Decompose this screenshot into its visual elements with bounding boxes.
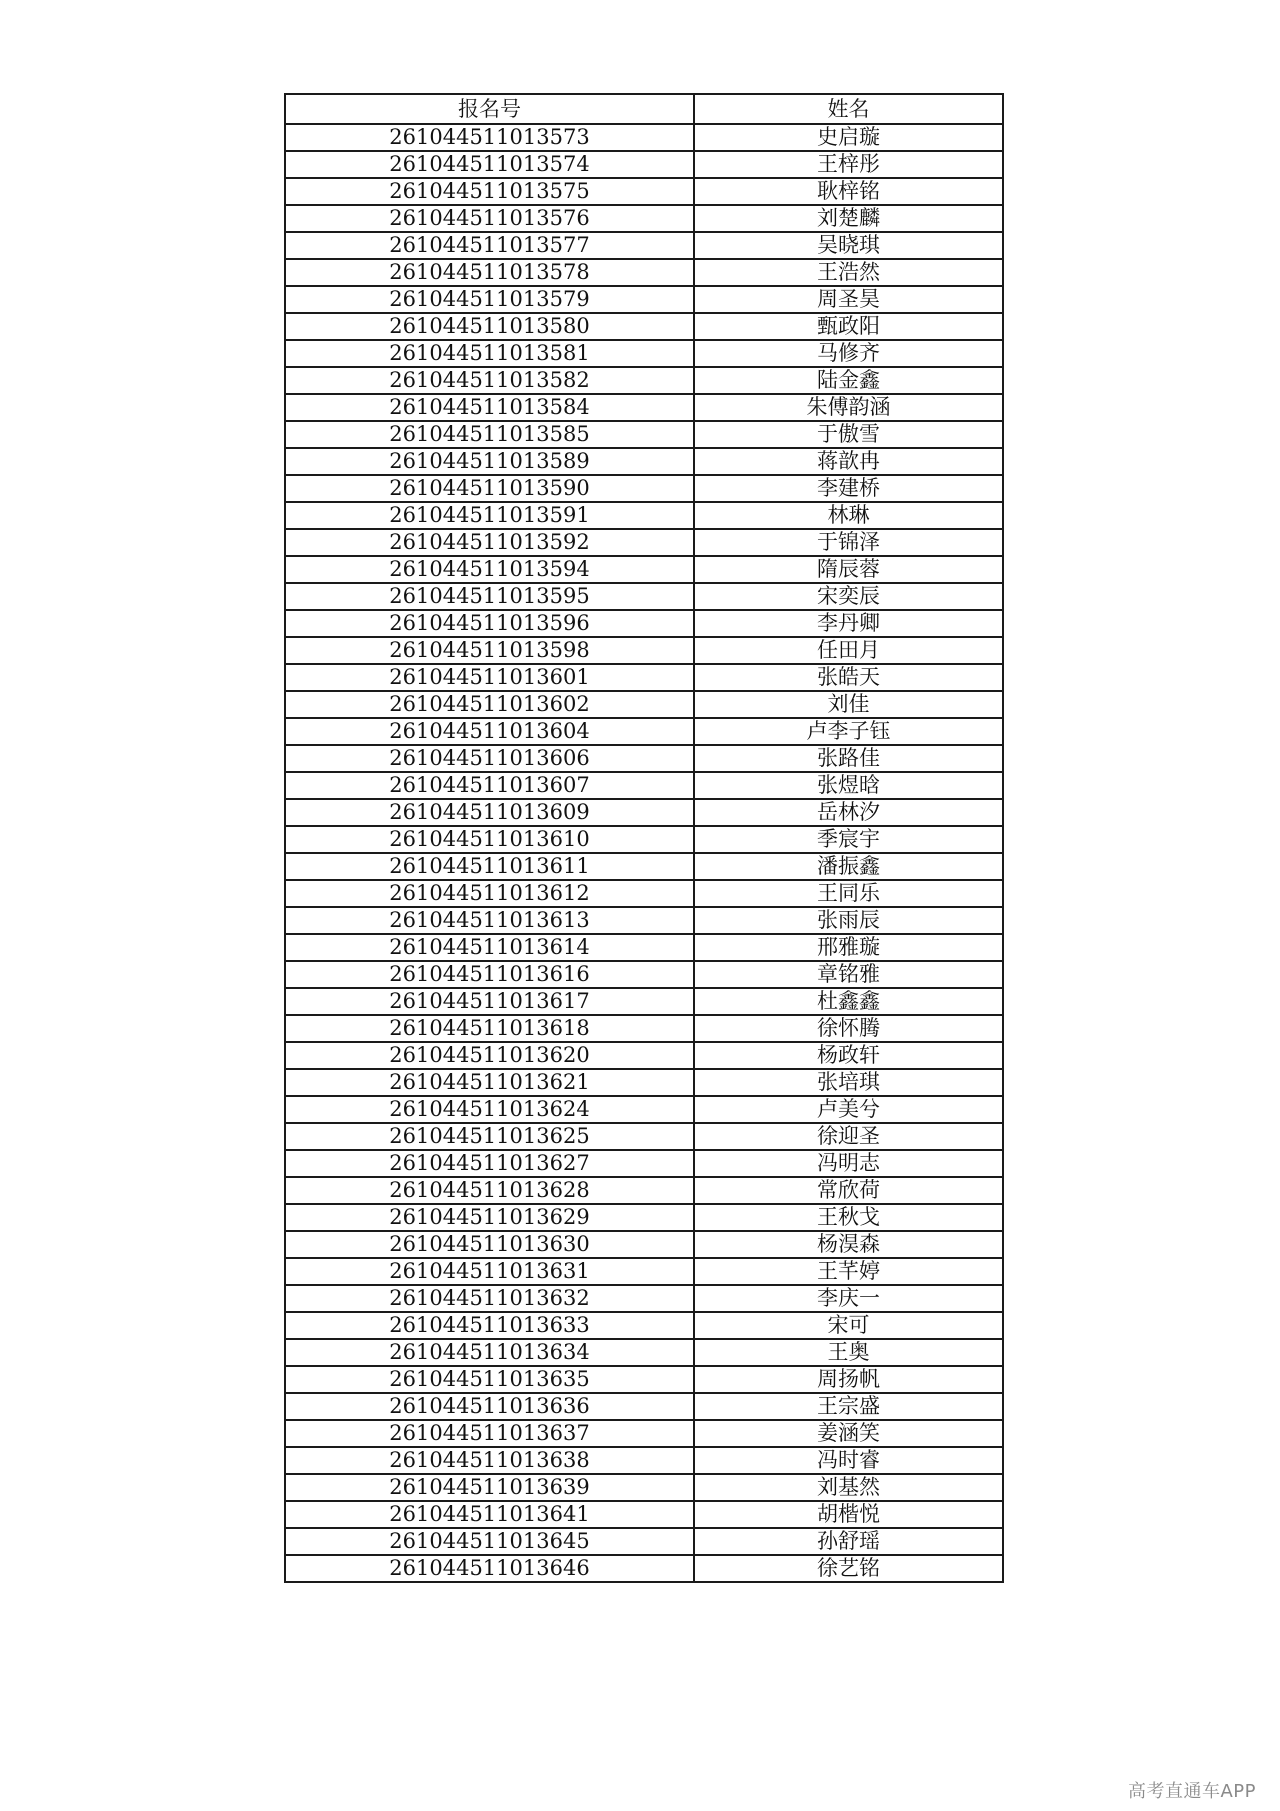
- registration-number-cell: 261044511013637: [285, 1420, 694, 1447]
- table-row: [285, 1123, 1003, 1150]
- registration-number-cell: 261044511013636: [285, 1393, 694, 1420]
- table-row: [285, 664, 1003, 691]
- name-cell: 陆金鑫: [694, 367, 1003, 394]
- name-cell: 马修齐: [694, 340, 1003, 367]
- name-cell: 周扬帆: [694, 1366, 1003, 1393]
- registration-number-cell: 261044511013638: [285, 1447, 694, 1474]
- registration-number-cell: 261044511013576: [285, 205, 694, 232]
- table-row: [285, 232, 1003, 259]
- registration-number-cell: 261044511013602: [285, 691, 694, 718]
- table-row: [285, 1474, 1003, 1501]
- name-cell: 李建桥: [694, 475, 1003, 502]
- name-cell: 王宗盛: [694, 1393, 1003, 1420]
- name-cell: 王奥: [694, 1339, 1003, 1366]
- table-row: [285, 1177, 1003, 1204]
- registration-number-cell: 261044511013613: [285, 907, 694, 934]
- registration-number-cell: 261044511013582: [285, 367, 694, 394]
- name-cell: 徐迎圣: [694, 1123, 1003, 1150]
- name-cell: 张皓天: [694, 664, 1003, 691]
- registration-number-cell: 261044511013646: [285, 1555, 694, 1582]
- name-cell: 李丹卿: [694, 610, 1003, 637]
- table-row: [285, 1312, 1003, 1339]
- table-row: [285, 1339, 1003, 1366]
- table-row: [285, 394, 1003, 421]
- table-row: [285, 718, 1003, 745]
- name-cell: 王梓彤: [694, 151, 1003, 178]
- registration-number-cell: 261044511013612: [285, 880, 694, 907]
- table-row: [285, 691, 1003, 718]
- table-row: [285, 448, 1003, 475]
- name-cell: 刘基然: [694, 1474, 1003, 1501]
- name-cell: 王浩然: [694, 259, 1003, 286]
- name-cell: 徐怀腾: [694, 1015, 1003, 1042]
- table-row: [285, 961, 1003, 988]
- registration-number-cell: 261044511013611: [285, 853, 694, 880]
- registration-table: [284, 93, 1004, 1583]
- name-cell: 隋辰蓉: [694, 556, 1003, 583]
- name-cell: 胡楷悦: [694, 1501, 1003, 1528]
- table-row: [285, 367, 1003, 394]
- registration-number-cell: 261044511013590: [285, 475, 694, 502]
- name-cell: 李庆一: [694, 1285, 1003, 1312]
- table-row: [285, 1204, 1003, 1231]
- table-row: [285, 1096, 1003, 1123]
- table-row: [285, 1150, 1003, 1177]
- registration-number-cell: 261044511013635: [285, 1366, 694, 1393]
- registration-number-cell: 261044511013579: [285, 286, 694, 313]
- registration-number-cell: 261044511013614: [285, 934, 694, 961]
- table-row: [285, 313, 1003, 340]
- table-row: [285, 1366, 1003, 1393]
- registration-number-cell: 261044511013581: [285, 340, 694, 367]
- name-cell: 于傲雪: [694, 421, 1003, 448]
- name-cell: 季宸宇: [694, 826, 1003, 853]
- table-row: [285, 1501, 1003, 1528]
- registration-number-cell: 261044511013620: [285, 1042, 694, 1069]
- table-row: [285, 286, 1003, 313]
- table-row: [285, 1258, 1003, 1285]
- table-row: [285, 826, 1003, 853]
- registration-number-cell: 261044511013624: [285, 1096, 694, 1123]
- registration-number-cell: 261044511013584: [285, 394, 694, 421]
- name-cell: 周圣昊: [694, 286, 1003, 313]
- column-header-name: 姓名: [694, 94, 1003, 124]
- name-cell: 耿梓铭: [694, 178, 1003, 205]
- table-row: [285, 1069, 1003, 1096]
- registration-number-cell: 261044511013629: [285, 1204, 694, 1231]
- name-cell: 卢李子钰: [694, 718, 1003, 745]
- table-row: [285, 799, 1003, 826]
- name-cell: 张雨辰: [694, 907, 1003, 934]
- registration-number-cell: 261044511013574: [285, 151, 694, 178]
- name-cell: 王芊婷: [694, 1258, 1003, 1285]
- table-row: [285, 421, 1003, 448]
- registration-number-cell: 261044511013634: [285, 1339, 694, 1366]
- registration-number-cell: 261044511013604: [285, 718, 694, 745]
- watermark: 高考直通车APP: [1127, 1781, 1256, 1802]
- registration-number-cell: 261044511013591: [285, 502, 694, 529]
- column-header-registration-number: 报名号: [285, 94, 694, 124]
- table-body: [285, 124, 1003, 1582]
- table-row: [285, 556, 1003, 583]
- name-cell: 常欣荷: [694, 1177, 1003, 1204]
- registration-number-cell: 261044511013627: [285, 1150, 694, 1177]
- registration-number-cell: 261044511013578: [285, 259, 694, 286]
- registration-number-cell: 261044511013628: [285, 1177, 694, 1204]
- name-cell: 王同乐: [694, 880, 1003, 907]
- name-cell: 林琳: [694, 502, 1003, 529]
- registration-number-cell: 261044511013633: [285, 1312, 694, 1339]
- registration-number-cell: 261044511013596: [285, 610, 694, 637]
- name-cell: 孙舒瑶: [694, 1528, 1003, 1555]
- name-cell: 史启璇: [694, 124, 1003, 151]
- table-row: [285, 610, 1003, 637]
- table-row: [285, 475, 1003, 502]
- registration-number-cell: 261044511013585: [285, 421, 694, 448]
- table-row: [285, 583, 1003, 610]
- registration-number-cell: 261044511013592: [285, 529, 694, 556]
- name-cell: 张培琪: [694, 1069, 1003, 1096]
- name-cell: 卢美兮: [694, 1096, 1003, 1123]
- registration-number-cell: 261044511013621: [285, 1069, 694, 1096]
- name-cell: 张煜晗: [694, 772, 1003, 799]
- table-row: [285, 637, 1003, 664]
- name-cell: 徐艺铭: [694, 1555, 1003, 1582]
- table-row: [285, 880, 1003, 907]
- registration-number-cell: 261044511013639: [285, 1474, 694, 1501]
- table-row: [285, 124, 1003, 151]
- table-row: [285, 529, 1003, 556]
- registration-number-cell: 261044511013598: [285, 637, 694, 664]
- registration-number-cell: 261044511013601: [285, 664, 694, 691]
- name-cell: 朱傅韵涵: [694, 394, 1003, 421]
- table-row: [285, 502, 1003, 529]
- registration-number-cell: 261044511013595: [285, 583, 694, 610]
- registration-number-cell: 261044511013618: [285, 1015, 694, 1042]
- name-cell: 刘佳: [694, 691, 1003, 718]
- name-cell: 于锦泽: [694, 529, 1003, 556]
- table-row: [285, 853, 1003, 880]
- registration-number-cell: 261044511013616: [285, 961, 694, 988]
- name-cell: 冯时睿: [694, 1447, 1003, 1474]
- name-cell: 张路佳: [694, 745, 1003, 772]
- table-row: [285, 340, 1003, 367]
- registration-number-cell: 261044511013632: [285, 1285, 694, 1312]
- table-row: [285, 151, 1003, 178]
- table-row: [285, 1393, 1003, 1420]
- table-row: [285, 1420, 1003, 1447]
- name-cell: 杨淏森: [694, 1231, 1003, 1258]
- registration-number-cell: 261044511013617: [285, 988, 694, 1015]
- table-row: [285, 745, 1003, 772]
- name-cell: 任田月: [694, 637, 1003, 664]
- table-row: [285, 1555, 1003, 1582]
- name-cell: 邢雅璇: [694, 934, 1003, 961]
- registration-number-cell: 261044511013645: [285, 1528, 694, 1555]
- table-row: [285, 934, 1003, 961]
- registration-number-cell: 261044511013641: [285, 1501, 694, 1528]
- table-row: [285, 1528, 1003, 1555]
- table-row: [285, 772, 1003, 799]
- name-cell: 甄政阳: [694, 313, 1003, 340]
- registration-number-cell: 261044511013606: [285, 745, 694, 772]
- table-row: [285, 1285, 1003, 1312]
- name-cell: 冯明志: [694, 1150, 1003, 1177]
- name-cell: 蒋歆冉: [694, 448, 1003, 475]
- table-row: [285, 1231, 1003, 1258]
- table-row: [285, 1015, 1003, 1042]
- name-cell: 潘振鑫: [694, 853, 1003, 880]
- name-cell: 吴晓琪: [694, 232, 1003, 259]
- registration-number-cell: 261044511013575: [285, 178, 694, 205]
- name-cell: 杨政轩: [694, 1042, 1003, 1069]
- name-cell: 杜鑫鑫: [694, 988, 1003, 1015]
- registration-number-cell: 261044511013573: [285, 124, 694, 151]
- name-cell: 刘楚麟: [694, 205, 1003, 232]
- name-cell: 姜涵笑: [694, 1420, 1003, 1447]
- registration-number-cell: 261044511013580: [285, 313, 694, 340]
- table-row: [285, 205, 1003, 232]
- registration-number-cell: 261044511013594: [285, 556, 694, 583]
- registration-number-cell: 261044511013631: [285, 1258, 694, 1285]
- table-row: [285, 1447, 1003, 1474]
- registration-number-cell: 261044511013577: [285, 232, 694, 259]
- registration-number-cell: 261044511013625: [285, 1123, 694, 1150]
- table-row: [285, 1042, 1003, 1069]
- registration-number-cell: 261044511013630: [285, 1231, 694, 1258]
- registration-number-cell: 261044511013610: [285, 826, 694, 853]
- table-row: [285, 988, 1003, 1015]
- registration-number-cell: 261044511013607: [285, 772, 694, 799]
- table-header-row: [285, 94, 1003, 124]
- table-row: [285, 907, 1003, 934]
- name-cell: 王秋戈: [694, 1204, 1003, 1231]
- table-row: [285, 178, 1003, 205]
- registration-number-cell: 261044511013589: [285, 448, 694, 475]
- table-row: [285, 259, 1003, 286]
- name-cell: 岳林汐: [694, 799, 1003, 826]
- name-cell: 章铭雅: [694, 961, 1003, 988]
- registration-number-cell: 261044511013609: [285, 799, 694, 826]
- name-cell: 宋可: [694, 1312, 1003, 1339]
- name-cell: 宋奕辰: [694, 583, 1003, 610]
